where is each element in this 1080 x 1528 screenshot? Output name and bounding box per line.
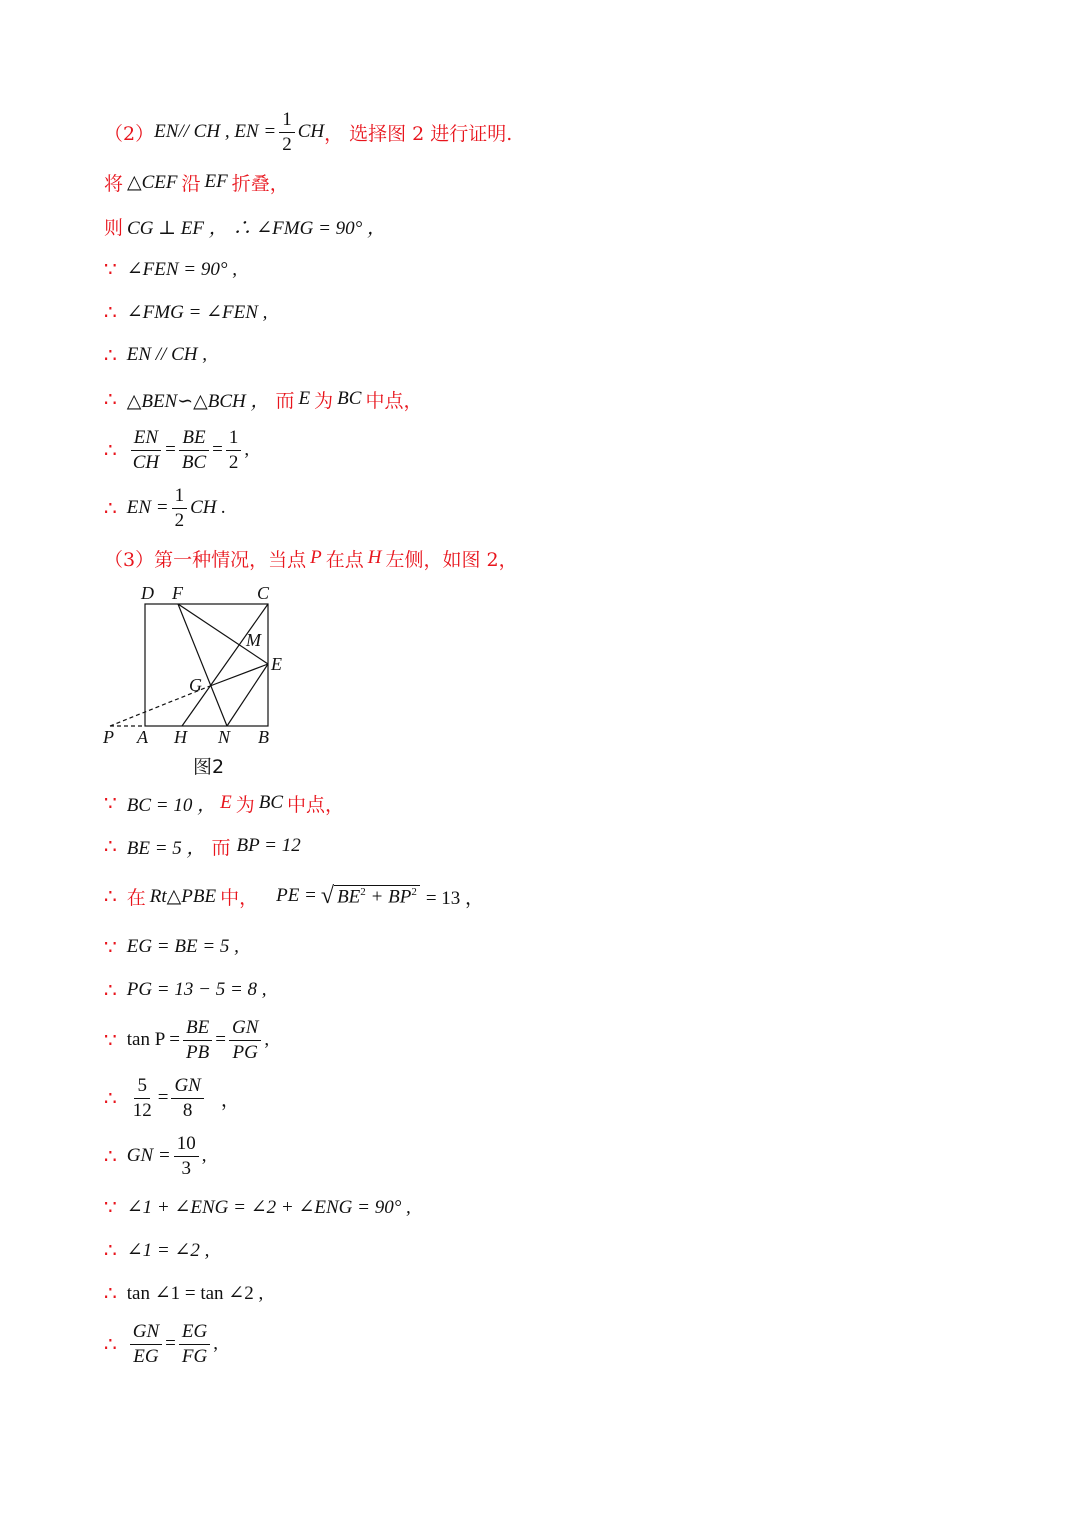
segment-fn — [178, 604, 227, 726]
label-d: D — [141, 583, 154, 603]
part-label: （2） — [104, 122, 155, 145]
line-angle-fen: ∵ ∠FEN = 90° , — [104, 257, 237, 281]
line-angle-1-2: ∴ ∠1 = ∠2 , — [104, 1238, 210, 1262]
line-pg-8: ∴ PG = 13 − 5 = 8 , — [104, 978, 267, 1002]
label-e: E — [271, 654, 282, 674]
line-gn-eg-ratio: ∴ $\frac{GN}{EG}$ = $\frac{EG}{FG}$ , — [104, 1320, 218, 1367]
line-bc-10: ∵ BC = 10 ， E 为 BC 中点， — [104, 791, 345, 816]
segment-ch — [182, 604, 268, 726]
segment-ge — [210, 664, 268, 686]
line-gn-value: ∴ GN = $\frac{10}{3}$ , — [104, 1132, 207, 1179]
line-eg-be: ∵ EG = BE = 5 , — [104, 935, 239, 959]
label-c: C — [257, 583, 270, 603]
line-en-half-ch: ∴ EN = $\frac{1}{2}$ CH . — [104, 484, 226, 531]
label-g: G — [189, 675, 202, 695]
line-perpendicular: 则 CG ⊥ EF ， ∴ ∠FMG = 90° ， — [104, 216, 386, 239]
label-h: H — [174, 727, 187, 747]
line-tan-angles: ∴ tan ∠1 = tan ∠2 , — [104, 1281, 264, 1305]
label-f: F — [172, 583, 183, 603]
label-b: B — [258, 727, 269, 747]
line-ratio: ∴ $\frac{EN}{CH}$ = $\frac{BE}{BC}$ = $\frac{1}{2}$ , — [104, 426, 250, 473]
fraction-be-bc: $\frac{BE}{BC}$ — [179, 427, 209, 474]
line-part3-header: （3）第一种情况，当点 P 在点 H 左侧，如图 2， — [104, 547, 518, 571]
segment-en — [227, 664, 268, 726]
label-a: A — [137, 727, 148, 747]
line-angle-equal: ∴ ∠FMG = ∠FEN , — [104, 300, 268, 324]
fraction-half: $\frac{1}{2}$ — [279, 109, 295, 156]
figure-caption: 图2 — [193, 756, 225, 778]
math-ch-en: // CH , EN = — [178, 121, 277, 142]
math-ch: CH — [297, 121, 325, 142]
fraction-en-ch: $\frac{EN}{CH}$ — [132, 426, 160, 473]
line-similar: ∴ △BEN∽△BCH ， 而 E 为 BC 中点， — [104, 387, 423, 412]
label-n: N — [218, 727, 231, 747]
line-parallel: ∴ EN // CH , — [104, 343, 207, 367]
line-fold: 将 △CEF 沿 EF 折叠， — [104, 171, 289, 195]
choose-figure-text: ， 选择图 2 进行证明. — [324, 122, 513, 145]
line-be-5: ∴ BE = 5 ， 而 BP = 12 — [104, 834, 301, 859]
line-part2-header — [104, 108, 512, 156]
line-tan-p: ∵ tan P = $\frac{BE}{PB}$ = $\frac{GN}{PG}$ , — [104, 1016, 270, 1063]
square-root: √ $BE^2 + BP^2$ — [321, 884, 420, 908]
math-en: EN — [154, 121, 179, 142]
fraction-half-2: $\frac{1}{2}$ — [226, 427, 242, 474]
label-m: M — [246, 630, 261, 650]
label-p: P — [103, 727, 114, 747]
line-5-12: ∴ $\frac{5}{12}$ = $\frac{GN}{8}$ ， — [104, 1074, 240, 1121]
line-pythagoras: ∴ 在 Rt△PBE 中， PE = √ $BE^2 + BP^2$ = 13 ， — [104, 883, 485, 909]
line-angle-sum: ∵ ∠1 + ∠ENG = ∠2 + ∠ENG = 90° , — [104, 1195, 411, 1219]
